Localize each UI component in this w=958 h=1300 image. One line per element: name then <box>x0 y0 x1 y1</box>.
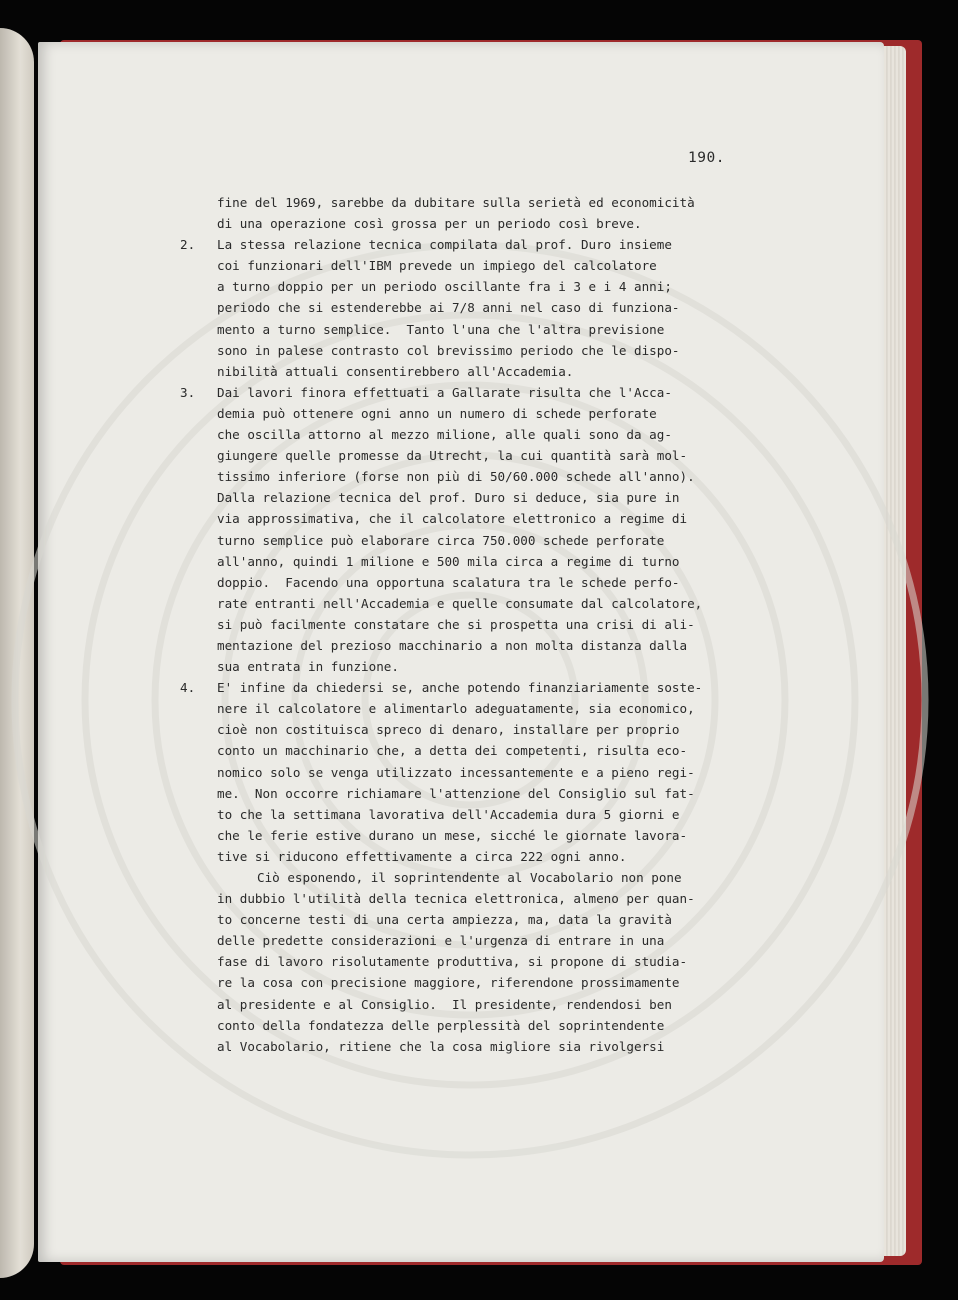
line-text: via approssimativa, che il calcolatore elettronico a regime di <box>217 511 688 527</box>
line-text: coi funzionari dell'IBM prevede un impiego del calcolatore <box>217 258 657 274</box>
line-text: conto un macchinario che, a detta dei competenti, risulta eco- <box>217 743 688 759</box>
text-line <box>180 740 800 761</box>
text-line <box>180 424 800 445</box>
text-line <box>180 593 800 614</box>
line-text: tissimo inferiore (forse non più di 50/60.000 schede all'anno). <box>217 469 695 485</box>
line-text: di una operazione così grossa per un periodo così breve. <box>217 216 642 232</box>
text-line <box>180 698 800 719</box>
line-text: tive si riducono effettivamente a circa 222 ogni anno. <box>217 848 627 864</box>
text-line <box>180 403 800 424</box>
line-text: periodo che si estenderebbe ai 7/8 anni nel caso di funziona- <box>217 300 680 316</box>
line-text: La stessa relazione tecnica compilata dal prof. Duro insieme <box>217 237 672 253</box>
line-text: conto della fondatezza delle perplessità del soprintendente <box>217 1017 665 1033</box>
text-line <box>180 213 800 234</box>
line-text: fine del 1969, sarebbe da dubitare sulla serietà ed economicità <box>217 195 695 210</box>
text-line <box>180 551 800 572</box>
line-text: nere il calcolatore e alimentarlo adeguatamente, sia economico, <box>217 701 695 717</box>
text-line <box>180 762 800 783</box>
text-line <box>180 909 800 930</box>
line-text: to che la settimana lavorativa dell'Accademia dura 5 giorni e <box>217 806 680 822</box>
text-line <box>180 319 800 340</box>
body-text <box>180 192 800 1057</box>
text-line <box>180 867 800 888</box>
text-line <box>180 994 800 1015</box>
line-text: turno semplice può elaborare circa 750.000 schede perforate <box>217 532 665 548</box>
text-line <box>180 340 800 361</box>
text-line <box>180 382 800 403</box>
text-line <box>180 530 800 551</box>
line-text: re la cosa con precisione maggiore, riferendone prossimamente <box>217 975 680 991</box>
line-text: sua entrata in funzione. <box>217 659 399 675</box>
line-text: Dalla relazione tecnica del prof. Duro si deduce, sia pure in <box>217 490 680 506</box>
line-text: Dai lavori finora effettuati a Gallarate risulta che l'Acca- <box>217 384 672 400</box>
text-line <box>180 487 800 508</box>
text-line <box>180 255 800 276</box>
text-line <box>180 445 800 466</box>
line-text: giungere quelle promesse da Utrecht, la cui quantità sarà mol- <box>217 448 688 464</box>
line-text: al presidente e al Consiglio. Il presidente, rendendosi ben <box>217 996 672 1012</box>
text-line <box>180 614 800 635</box>
line-text: mentazione del prezioso macchinario a non molta distanza dalla <box>217 637 688 653</box>
facing-page-edge <box>0 28 34 1278</box>
line-text: all'anno, quindi 1 milione e 500 mila circa a regime di turno <box>217 553 680 569</box>
line-text: al Vocabolario, ritiene che la cosa migliore sia rivolgersi <box>217 1038 665 1054</box>
text-line <box>180 276 800 297</box>
text-line <box>180 361 800 382</box>
line-text: mento a turno semplice. Tanto l'una che l'altra previsione <box>217 321 665 337</box>
text-line <box>180 846 800 867</box>
line-text: fase di lavoro risolutamente produttiva, si propone di studia- <box>217 954 688 970</box>
line-text: nibilità attuali consentirebbero all'Accademia. <box>217 363 574 379</box>
text-line <box>180 192 800 213</box>
page-number: 190. <box>688 150 725 166</box>
text-line <box>180 677 800 698</box>
line-text: che oscilla attorno al mezzo milione, alle quali sono da ag- <box>217 427 672 443</box>
list-number: 3. <box>180 384 196 400</box>
line-text: a turno doppio per un periodo oscillante fra i 3 e i 4 anni; <box>217 279 672 295</box>
text-line <box>180 1015 800 1036</box>
line-text: E' infine da chiedersi se, anche potendo finanziariamente soste- <box>217 680 703 696</box>
line-text: nomico solo se venga utilizzato incessantemente e a pieno regi- <box>217 764 695 780</box>
text-line <box>180 825 800 846</box>
text-line <box>180 951 800 972</box>
text-line <box>180 297 800 318</box>
text-line <box>180 930 800 951</box>
text-line <box>180 466 800 487</box>
line-text: to concerne testi di una certa ampiezza, ma, data la gravità <box>217 912 672 928</box>
list-number: 4. <box>180 680 196 696</box>
text-line <box>180 656 800 677</box>
text-line <box>180 972 800 993</box>
line-text: Ciò esponendo, il soprintendente al Vocabolario non pone <box>257 870 682 885</box>
text-line <box>180 635 800 656</box>
line-text: in dubbio l'utilità della tecnica elettronica, almeno per quan- <box>217 891 695 907</box>
line-text: che le ferie estive durano un mese, sicché le giornate lavora- <box>217 827 688 843</box>
text-line <box>180 1036 800 1057</box>
text-line <box>180 804 800 825</box>
line-text: me. Non occorre richiamare l'attenzione del Consiglio sul fat- <box>217 785 695 801</box>
list-number: 2. <box>180 237 196 253</box>
line-text: cioè non costituisca spreco di denaro, installare per proprio <box>217 722 680 738</box>
line-text: rate entranti nell'Accademia e quelle consumate dal calcolatore, <box>217 595 703 611</box>
text-line <box>180 888 800 909</box>
text-line <box>180 234 800 255</box>
text-line <box>180 508 800 529</box>
line-text: demia può ottenere ogni anno un numero di schede perforate <box>217 405 657 421</box>
line-text: doppio. Facendo una opportuna scalatura tra le schede perfo- <box>217 574 680 590</box>
text-line <box>180 783 800 804</box>
text-line <box>180 719 800 740</box>
line-text: delle predette considerazioni e l'urgenza di entrare in una <box>217 933 665 949</box>
line-text: si può facilmente constatare che si prospetta una crisi di ali- <box>217 616 695 632</box>
line-text: sono in palese contrasto col brevissimo periodo che le dispo- <box>217 342 680 358</box>
text-line <box>180 572 800 593</box>
